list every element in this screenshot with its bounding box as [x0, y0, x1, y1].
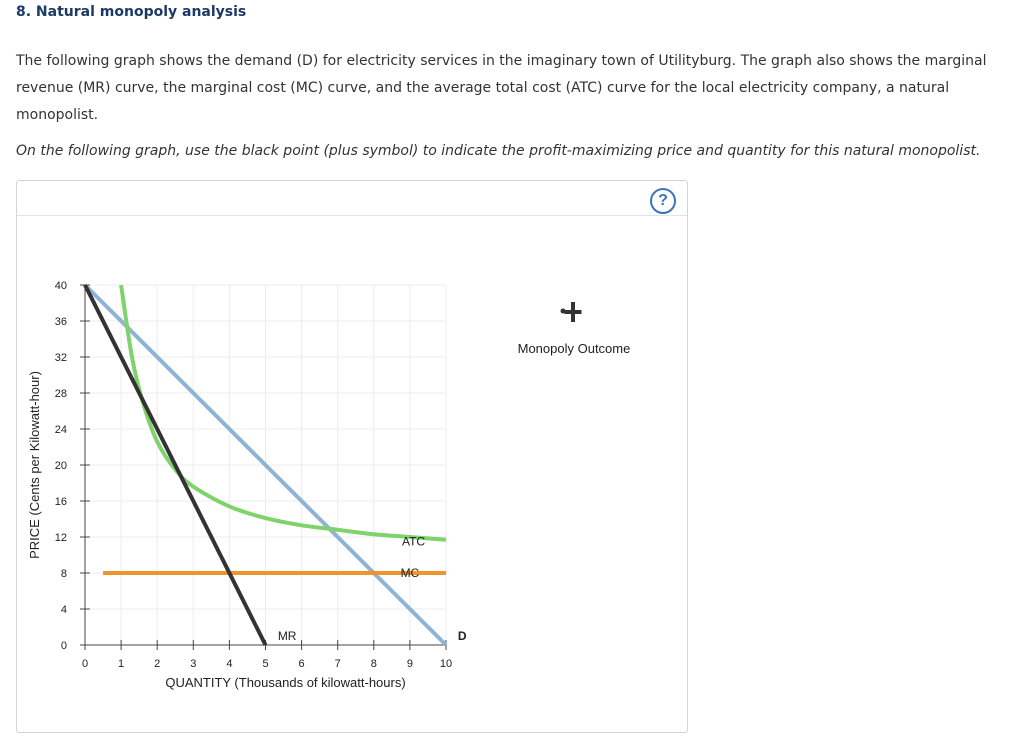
- y-tick-label: 4: [60, 604, 67, 616]
- curve-label-mc: MC: [400, 566, 420, 580]
- labels: [278, 535, 467, 644]
- y-tick-label: 32: [54, 352, 67, 364]
- x-tick-label: 0: [81, 658, 89, 670]
- y-tick-label: 20: [54, 460, 67, 472]
- y-tick-label: 16: [54, 496, 67, 508]
- curve-label-atc: ATC: [401, 534, 426, 549]
- x-tick-label: 10: [439, 658, 453, 670]
- legend: [518, 302, 631, 356]
- plus-icon: [565, 302, 582, 322]
- monopoly-outcome-tool[interactable]: [518, 302, 631, 356]
- y-tick-label: 0: [60, 640, 67, 652]
- axes: [27, 280, 452, 690]
- question-title: 8. Natural monopoly analysis: [16, 4, 247, 20]
- x-tick-label: 3: [190, 658, 197, 670]
- x-tick-label: 9: [406, 658, 413, 670]
- x-tick-label: 6: [298, 658, 305, 670]
- x-tick-label: 7: [334, 658, 341, 670]
- x-tick-label: 8: [370, 658, 377, 670]
- monopoly-chart: [17, 181, 687, 732]
- help-icon[interactable]: ?: [650, 188, 676, 214]
- instruction-text: On the following graph, use the black point (plus symbol) to indicate the profit-maximizing price and quantity for this natural monopolist.: [16, 143, 981, 159]
- y-tick-label: 36: [54, 316, 67, 328]
- y-tick-label: 8: [60, 568, 67, 580]
- x-tick-label: 2: [154, 658, 161, 670]
- monopoly-outcome-label: Monopoly Outcome: [517, 341, 631, 356]
- graph-panel: [16, 180, 688, 733]
- x-tick-label: 1: [118, 658, 125, 670]
- x-tick-label: 5: [262, 658, 269, 670]
- x-axis-title: QUANTITY (Thousands of kilowatt-hours): [165, 675, 406, 690]
- x-tick-label: 4: [226, 658, 233, 670]
- y-tick-label: 40: [54, 280, 67, 292]
- y-tick-label: 24: [54, 424, 67, 436]
- y-axis-title: PRICE (Cents per Kilowatt-hour): [27, 371, 42, 559]
- curve-label-mr: MR: [277, 629, 297, 643]
- curve-label-d: D: [457, 629, 467, 643]
- y-tick-label: 12: [54, 532, 67, 544]
- y-tick-label: 28: [54, 388, 67, 400]
- question-paragraph: The following graph shows the demand (D) for electricity services in the imaginary town of Utilityburg. The graph also shows the marginal revenue (MR) curve, the marginal cost (MC) curve, and the average total cost (ATC) curve for the local electricity company, a natural monopolist.: [16, 53, 987, 123]
